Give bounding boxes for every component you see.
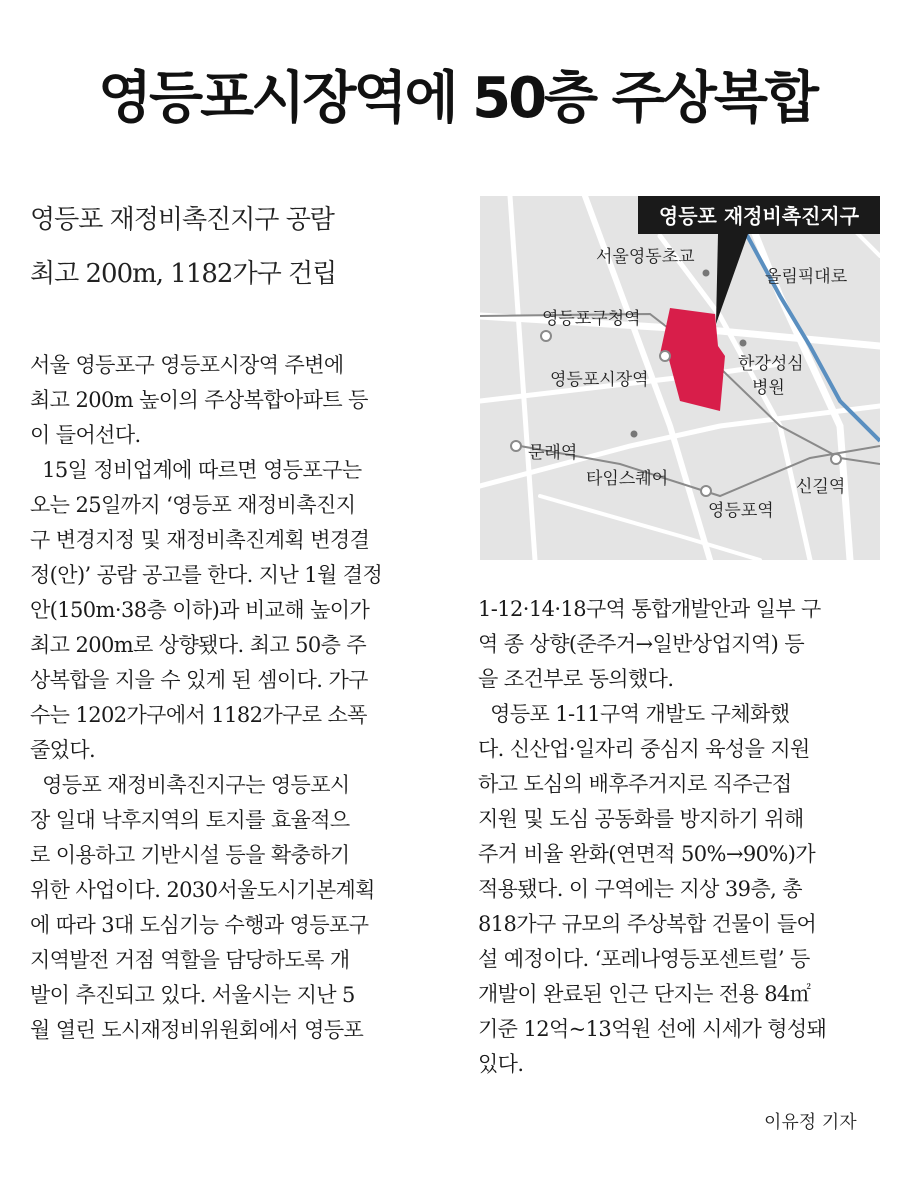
text-line: 로 이용하고 기반시설 등을 확충하기: [30, 843, 350, 867]
label-station-gu-office: 영등포구청역: [542, 309, 641, 329]
text-line: 주거 비율 완화(연면적 50%→90%)가: [478, 842, 816, 866]
subheadline-line: 영등포 재정비촉진지구 공람: [30, 205, 334, 235]
callout-label: 영등포 재정비촉진지구: [658, 204, 860, 228]
text-line: 개발이 완료된 인근 단지는 전용 84㎡: [478, 982, 811, 1006]
text-line: 지역발전 거점 역할을 담당하도록 개: [30, 948, 350, 972]
text-line: 역 종 상향(준주거→일반상업지역) 등: [478, 632, 805, 656]
text-line: 지원 및 도심 공동화를 방지하기 위해: [478, 807, 804, 831]
text-line: 이 들어선다.: [30, 423, 141, 447]
text-line: 적용됐다. 이 구역에는 지상 39층, 총: [478, 877, 802, 901]
text-line: 수는 1202가구에서 1182가구로 소폭: [30, 703, 367, 727]
text-line: 안(150m·38층 이하)과 비교해 높이가: [30, 598, 370, 622]
hospital-marker: [740, 340, 747, 347]
text-line: 있다.: [478, 1052, 524, 1076]
label-station-market: 영등포시장역: [550, 370, 649, 390]
text-line: 월 열린 도시재정비위원회에서 영등포: [30, 1018, 364, 1042]
text-line: 발이 추진되고 있다. 서울시는 지난 5: [30, 983, 355, 1007]
article-column-right: [478, 592, 886, 1082]
text-line: 위한 사업이다. 2030서울도시기본계획: [30, 878, 375, 902]
text-line: 줄었다.: [30, 738, 96, 762]
text-line: 다. 신산업·일자리 중심지 육성을 지원: [478, 737, 810, 761]
text-line: 에 따라 3대 도심기능 수행과 영등포구: [30, 913, 369, 937]
text-line: 최고 200m 높이의 주상복합아파트 등: [30, 388, 368, 412]
text-line: 818가구 규모의 주상복합 건물이 들어: [478, 912, 817, 936]
text-line: 15일 정비업계에 따르면 영등포구는: [30, 458, 362, 482]
headline: 영등포시장역에 50층 주상복합: [97, 66, 817, 131]
text-line: 오는 25일까지 ‘영등포 재정비촉진지: [30, 493, 356, 517]
byline: 이유정 기자: [764, 1112, 857, 1133]
label-hospital-1: 한강성심: [738, 354, 804, 374]
label-school: 서울영동초교: [596, 247, 695, 267]
station-marker-mullae: [511, 441, 521, 451]
text-line: 정(안)’ 공람 공고를 한다. 지난 1월 결정: [30, 563, 383, 587]
text-line: 을 조건부로 동의했다.: [478, 667, 674, 691]
text-line: 하고 도심의 배후주거지로 직주근접: [478, 772, 792, 796]
station-marker-gu-office: [541, 331, 551, 341]
times-square-marker: [631, 431, 638, 438]
label-hospital-2: 병원: [752, 378, 785, 398]
text-line: 기준 12억~13억원 선에 시세가 형성돼: [478, 1017, 827, 1041]
station-marker-singil: [831, 454, 841, 464]
location-map: [480, 196, 880, 560]
text-line: 설 예정이다. ‘포레나영등포센트럴’ 등: [478, 947, 810, 971]
text-line: 구 변경지정 및 재정비촉진계획 변경결: [30, 528, 370, 552]
school-marker: [703, 270, 710, 277]
text-line: 영등포 재정비촉진지구는 영등포시: [30, 773, 350, 797]
subheadline: [30, 193, 460, 301]
label-station-yeongdeungpo: 영등포역: [708, 501, 774, 521]
text-line: 장 일대 낙후지역의 토지를 효율적으: [30, 808, 350, 832]
label-olympic-road: 올림픽대로: [765, 267, 848, 287]
article-column-left: [30, 348, 448, 1048]
label-station-singil: 신길역: [796, 477, 846, 497]
text-line: 상복합을 지을 수 있게 된 셈이다. 가구: [30, 668, 368, 692]
station-marker-market: [660, 351, 670, 361]
station-marker-yeongdeungpo: [701, 486, 711, 496]
subheadline-line: 최고 200m, 1182가구 건립: [30, 259, 337, 289]
label-station-mullae: 문래역: [528, 443, 578, 463]
text-line: 1-12·14·18구역 통합개발안과 일부 구: [478, 597, 821, 621]
text-line: 서울 영등포구 영등포시장역 주변에: [30, 353, 344, 377]
text-line: 최고 200m로 상향됐다. 최고 50층 주: [30, 633, 367, 657]
label-times-square: 타임스퀘어: [586, 469, 669, 489]
text-line: 영등포 1-11구역 개발도 구체화했: [478, 702, 790, 726]
